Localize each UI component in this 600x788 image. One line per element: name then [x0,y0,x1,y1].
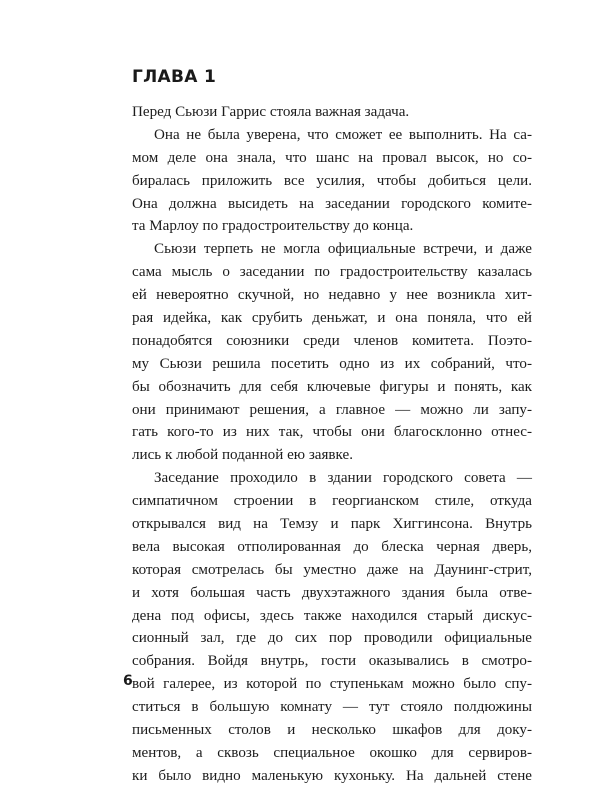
text-line: гать кого-то из них так, чтобы они благосклонно отнес- [132,424,532,441]
text-line: ститься в большую комнату — тут стояло полдюжины [132,699,532,716]
text-line: понадобятся союзники среди членов комитета. Поэто- [132,332,532,349]
text-line: лись к любой поданной ею заявке. [132,447,353,464]
chapter-title: ГЛАВА 1 [132,67,217,87]
text-line: Сьюзи терпеть не могла официальные встречи, и даже [154,241,532,258]
text-line: ей невероятно скучной, но недавно у нее возникла хит- [132,287,532,304]
text-line: открывался вид на Темзу и парк Хиггинсона. Внутрь [132,516,532,533]
text-line: симпатичном строении в георгианском стиле, откуда [132,493,532,510]
text-line: и хотя большая часть двухэтажного здания была отве- [132,584,532,601]
text-line: рая идейка, как срубить деньжат, и она поняла, что ей [132,310,532,327]
text-line: вой галерее, из которой по ступенькам можно было спу- [132,676,532,693]
text-line: сионный зал, где до сих пор проводили официальные [132,630,532,647]
text-line: ки было видно маленькую кухоньку. На дальней стене [132,767,532,784]
text-line: сама мысль о заседании по градостроительству казалась [132,264,532,281]
text-line: Перед Сьюзи Гаррис стояла важная задача. [132,104,410,120]
text-line: Заседание проходило в здании городского совета — [154,470,532,487]
text-line: Она не была уверена, что сможет ее выполнить. На са- [154,126,532,143]
text-line: собрания. Войдя внутрь, гости оказывались в смотро- [132,653,532,670]
text-line: которая смотрелась бы уместно даже на Даунинг-стрит, [132,561,532,578]
text-line: та Марлоу по градостроительству до конца. [132,218,414,235]
text-line: мом деле она знала, что шанс на провал высок, но со- [132,149,532,166]
text-line: Она должна высидеть на заседании городского комите- [132,195,532,212]
text-line: они принимают решения, а главное — можно ли запу- [132,401,532,418]
body-text [132,101,532,788]
text-line: биралась приложить все усилия, чтобы добиться цели. [132,172,532,189]
text-line: вела высокая отполированная до блеска черная дверь, [132,538,532,555]
text-line: письменных столов и несколько шкафов для доку- [132,722,532,739]
text-line: му Сьюзи решила посетить одно из их собраний, что- [132,355,532,372]
text-line: дена под офисы, здесь также находился старый дискус- [132,607,532,624]
page-number: 6 [123,673,133,689]
text-line: бы обозначить для себя ключевые фигуры и понять, как [132,378,532,395]
text-line: ментов, а сквозь специальное окошко для сервиров- [132,744,532,761]
